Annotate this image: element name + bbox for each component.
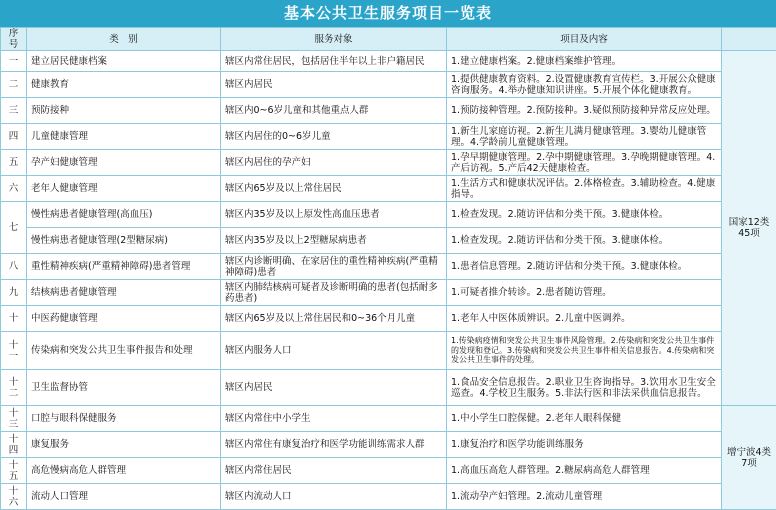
row-no: 十三 [1, 406, 27, 432]
row-target: 辖区内居住的0~6岁儿童 [221, 124, 447, 150]
row-category: 健康教育 [27, 72, 221, 98]
row-no: 八 [1, 254, 27, 280]
row-target: 辖区内肺结核病可疑者及诊断明确的患者(包括耐多药患者) [221, 280, 447, 306]
col-header-target: 服务对象 [221, 28, 447, 51]
row-content: 1.提供健康教育资料。2.设置健康教育宣传栏。3.开展公众健康咨询服务。4.举办健康知识讲座。5.开展个体化健康教育。 [447, 72, 722, 98]
table-row [1, 484, 776, 510]
col-header-category: 类 别 [27, 28, 221, 51]
row-content: 1.中小学生口腔保健。2.老年人眼科保健 [447, 406, 722, 432]
row-category: 儿童健康管理 [27, 124, 221, 150]
row-content: 1.可疑者推介转诊。2.患者随访管理。 [447, 280, 722, 306]
row-no: 一 [1, 51, 27, 72]
table-row [1, 432, 776, 458]
row-content: 1.建立健康档案。2.健康档案维护管理。 [447, 51, 722, 72]
row-target: 辖区内35岁及以上原发性高血压患者 [221, 202, 447, 228]
row-no: 十五 [1, 458, 27, 484]
table-row [1, 370, 776, 406]
col-header-content: 项目及内容 [447, 28, 722, 51]
col-header-tag [722, 28, 776, 51]
row-target: 辖区内常住居民 [221, 458, 447, 484]
row-category: 重性精神疾病(严重精神障碍)患者管理 [27, 254, 221, 280]
header-row [1, 28, 776, 51]
row-category: 高危慢病高危人群管理 [27, 458, 221, 484]
row-target: 辖区内居民 [221, 72, 447, 98]
row-no: 五 [1, 150, 27, 176]
row-content: 1.康复治疗和医学功能训练服务 [447, 432, 722, 458]
row-target: 辖区内65岁及以上常住居民 [221, 176, 447, 202]
row-content: 1.新生儿家庭访视。2.新生儿满月健康管理。3.婴幼儿健康管理。4.学龄前儿童健康管理。 [447, 124, 722, 150]
row-content: 1.预防接种管理。2.预防接种。3.疑似预防接种异常反应处理。 [447, 98, 722, 124]
row-category: 中医药健康管理 [27, 306, 221, 332]
row-content: 1.孕早期健康管理。2.孕中期健康管理。3.孕晚期健康管理。4.产后访视。5.产后42天健康检查。 [447, 150, 722, 176]
table-row [1, 306, 776, 332]
table-row [1, 332, 776, 370]
row-category: 慢性病患者健康管理(高血压) [27, 202, 221, 228]
row-no: 二 [1, 72, 27, 98]
table-row [1, 458, 776, 484]
col-header-no: 序号 [1, 28, 27, 51]
table-row [1, 406, 776, 432]
row-content: 1.高血压高危人群管理。2.糖尿病高危人群管理 [447, 458, 722, 484]
table-row [1, 124, 776, 150]
row-no: 十 [1, 306, 27, 332]
row-content: 1.生活方式和健康状况评估。2.体格检查。3.辅助检查。4.健康指导。 [447, 176, 722, 202]
row-category: 慢性病患者健康管理(2型糖尿病) [27, 228, 221, 254]
table-row [1, 176, 776, 202]
row-target: 辖区内0~6岁儿童和其他重点人群 [221, 98, 447, 124]
national-tag: 国家12类45项 [722, 51, 776, 406]
table-row [1, 202, 776, 228]
row-target: 辖区内服务人口 [221, 332, 447, 370]
table-row [1, 254, 776, 280]
row-content: 1.流动孕产妇管理。2.流动儿童管理 [447, 484, 722, 510]
table-row [1, 72, 776, 98]
row-target: 辖区内居住的孕产妇 [221, 150, 447, 176]
row-target: 辖区内35岁及以上2型糖尿病患者 [221, 228, 447, 254]
row-target: 辖区内常住居民，包括居住半年以上非户籍居民 [221, 51, 447, 72]
row-target: 辖区内居民 [221, 370, 447, 406]
row-no: 十一 [1, 332, 27, 370]
row-target: 辖区内常住中小学生 [221, 406, 447, 432]
table-row [1, 280, 776, 306]
row-no: 十六 [1, 484, 27, 510]
row-category: 康复服务 [27, 432, 221, 458]
table-row [1, 98, 776, 124]
ningbo-tag: 增宁波4类7项 [722, 406, 776, 510]
table-row [1, 150, 776, 176]
row-category: 流动人口管理 [27, 484, 221, 510]
row-category: 卫生监督协管 [27, 370, 221, 406]
row-category: 建立居民健康档案 [27, 51, 221, 72]
row-no: 七 [1, 202, 27, 254]
row-no: 六 [1, 176, 27, 202]
row-target: 辖区内常住有康复治疗和医学功能训练需求人群 [221, 432, 447, 458]
row-content: 1.食品安全信息报告。2.职业卫生咨询指导。3.饮用水卫生安全巡查。4.学校卫生服务。5.非法行医和非法采供血信息报告。 [447, 370, 722, 406]
row-target: 辖区内65岁及以上常住居民和0~36个月儿童 [221, 306, 447, 332]
row-no: 九 [1, 280, 27, 306]
row-no: 十二 [1, 370, 27, 406]
row-content: 1.传染病疫情和突发公共卫生事件风险管理。2.传染病和突发公共卫生事件的发现和登记。3.传染病和突发公共卫生事件相关信息报告。4.传染病和突发公共卫生事件的处理。 [447, 332, 722, 370]
row-category: 口腔与眼科保健服务 [27, 406, 221, 432]
row-content: 1.老年人中医体质辨识。2.儿童中医调养。 [447, 306, 722, 332]
row-category: 孕产妇健康管理 [27, 150, 221, 176]
row-category: 老年人健康管理 [27, 176, 221, 202]
row-content: 1.检查发现。2.随访评估和分类干预。3.健康体检。 [447, 202, 722, 228]
row-no: 三 [1, 98, 27, 124]
row-content: 1.检查发现。2.随访评估和分类干预。3.健康体检。 [447, 228, 722, 254]
table-row [1, 228, 776, 254]
services-table [0, 27, 776, 510]
row-no: 四 [1, 124, 27, 150]
row-target: 辖区内流动人口 [221, 484, 447, 510]
row-category: 传染病和突发公共卫生事件报告和处理 [27, 332, 221, 370]
row-category: 结核病患者健康管理 [27, 280, 221, 306]
row-target: 辖区内诊断明确、在家居住的重性精神疾病(严重精神障碍)患者 [221, 254, 447, 280]
table-row [1, 51, 776, 72]
page-title: 基本公共卫生服务项目一览表 [0, 0, 776, 27]
row-content: 1.患者信息管理。2.随访评估和分类干预。3.健康体检。 [447, 254, 722, 280]
row-no: 十四 [1, 432, 27, 458]
row-category: 预防接种 [27, 98, 221, 124]
